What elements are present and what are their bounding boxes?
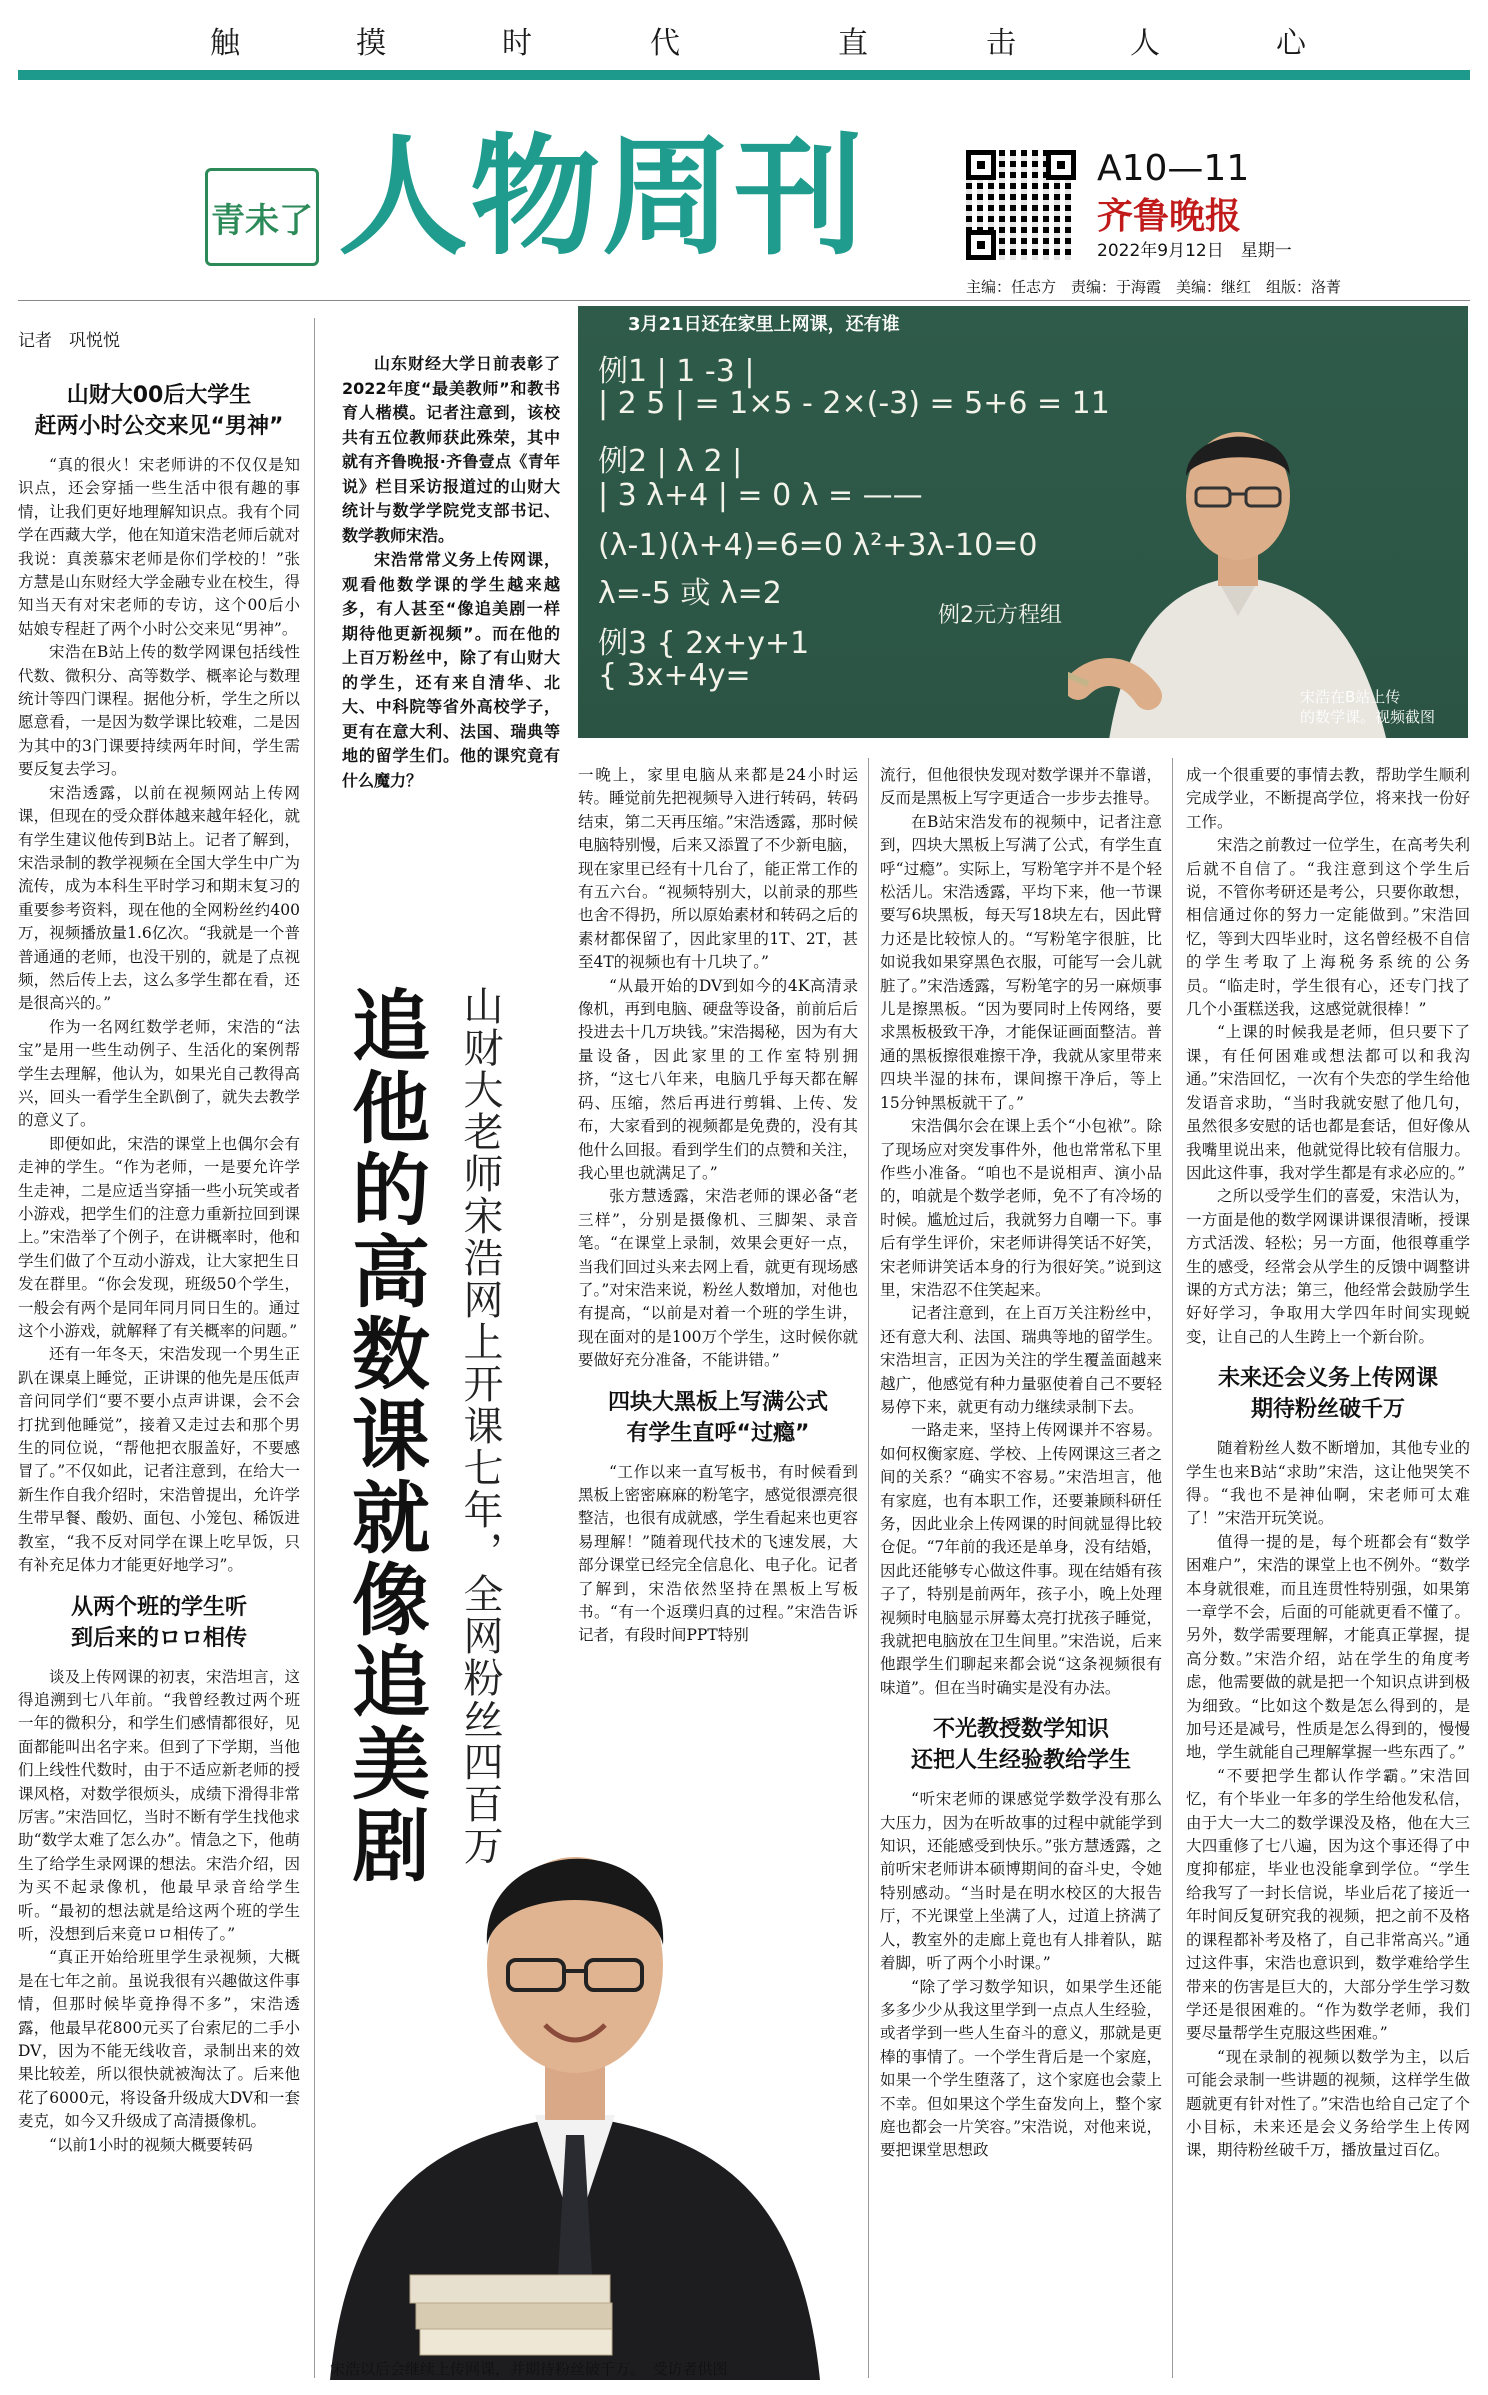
article-column-5	[1186, 764, 1470, 2163]
paragraph: “真正开始给班里学生录视频，大概是在七年之前。虽说我很有兴趣做这件事情，但那时候毕竟挣得不多”，宋浩透露，他最早花800元买了台索尼的二手小DV，因为不能无线收音，录制出来的效果比较差，所以很快就被淘汰了。后来他花了6000元，将设备升级成大DV和一套麦克，如今又升级成了高清摄像机。	[18, 1948, 300, 2131]
board-formula: (λ-1)(λ+4)=6=0 λ²+3λ-10=0	[598, 528, 1038, 563]
paragraph: “听宋老师的课感觉学数学没有那么大压力，因为在听故事的过程中就能学到知识，还能感受到快乐。”张方慧透露，之前听宋老师讲本硕博期间的奋斗史，令她特别感动。“当时是在明水校区的大报告厅，不光课堂上坐满了人，过道上挤满了人，教室外的走廊上竟也有人排着队，踮着脚，听了两个小时课。”	[880, 1790, 1162, 1973]
paragraph: 一晚上，家里电脑从来都是24小时运转。睡觉前先把视频导入进行转码，转码结束，第二天再压缩。”宋浩透露，那时候电脑特别慢，后来又添置了不少新电脑，现在家里已经有十几台了，能正常工作的有五六台。“视频特别大，以前录的那些也舍不得扔，所以原始素材和转码之后的素材都保留了，因此家里的1T、2T，甚至4T的视频也有十几块了。”	[578, 766, 858, 972]
paragraph: 即便如此，宋浩的课堂上也偶尔会有走神的学生。“作为老师，一是要允许学生走神，二是应适当穿插一些小玩笑或者小游戏，把学生们的注意力重新拉回到课上。”宋浩举了个例子，在讲概率时，他和学生们做了个互动小游戏，让大家把生日发在群里。“你会发现，班级50个学生，一般会有两个是同年同月同日生的。通过这个小游戏，就解释了有关概率的问题。”	[18, 1134, 300, 1341]
subheading: 不光教授数学知识 还把人生经验教给学生	[910, 1717, 1131, 1774]
paragraph: “以前1小时的视频大概要转码	[49, 2135, 253, 2154]
paragraph: 宋浩偶尔会在课上丢个“小包袱”。除了现场应对突发事件外，他也常常私下里作些小准备。“咱也不是说相声、演小品的，咱就是个数学老师，免不了有冷场的时候。尴尬过后，我就努力自嘲一下。事后有学生评价，宋老师讲得笑话不好笑，宋老师讲笑话本身的行为很好笑。”说到这里，宋浩忍不住笑起来。	[880, 1117, 1162, 1299]
reporter-byline: 记者 巩悦悦	[18, 331, 120, 351]
subheading: 从两个班的学生听 到后来的ロロ相传	[70, 1594, 247, 1651]
slogan-char: 人	[1130, 26, 1160, 61]
paragraph: 成一个很重要的事情去教，帮助学生顺利完成学业，不断提高学位，将来找一份好工作。	[1186, 766, 1470, 831]
page-number: A10—11	[1097, 148, 1250, 189]
paragraph: 山东财经大学日前表彰了2022年度“最美教师”和教书育人楷模。记者注意到，该校共有五位教师获此殊荣，其中就有齐鲁晚报·齐鲁壹点《青年说》栏目采访报道过的山财大统计与数学学院党支部书记、数学教师宋浩。	[342, 354, 560, 545]
board-formula: λ=-5 或 λ=2	[598, 576, 782, 611]
paragraph: “真的很火！宋老师讲的不仅仅是知识点，还会穿插一些生活中很有趣的事情，让我们更好地理解知识点。我有个同学在西藏大学，他在知道宋浩老师后就对我说：真羡慕宋老师是你们学校的！”张方慧是山东财经大学金融专业在校生，得知当天有对宋老师的专访，这个00后小姑娘专程赶了两个小时公交来见“男神”。	[18, 456, 300, 638]
article-column-1	[18, 380, 300, 2157]
headline: 追他的高数课就像追美剧	[339, 985, 429, 1887]
paragraph: “从最开始的DV到如今的4K高清录像机，再到电脑、硬盘等设备，前前后后投进去十几万块钱。”宋浩揭秘，因为有大量设备，因此家里的工作室特别拥挤，“这七八年来，电脑几乎每天都在解码、压缩，然后再进行剪辑、上传、发布，大家看到的视频都是免费的，没有其他什么回报。看到学生们的点赞和关注，我心里也就满足了。”	[578, 976, 858, 1182]
column-rule	[1172, 758, 1173, 2378]
paragraph: 值得一提的是，每个班都会有“数学困难户”，宋浩的课堂上也不例外。“数学本身就很难，而且连贯性特别强，如果第一章学不会，后面的可能就更看不懂了。另外，数学需要理解，才能真正掌握，提高分数。”宋浩介绍，站在学生的角度考虑，他需要做的就是把一个知识点讲到极为细致。“比如这个数是怎么得到的，是加号还是减号，性质是怎么得到的，慢慢地，学生就能自己理解掌握一些东西了。”	[1186, 1532, 1470, 1762]
editor-credits: 主编：任志方 责编：于海霞 美编：继红 组版：洛菁	[966, 278, 1342, 296]
board-formula: 例1 | 1 -3 |	[598, 354, 755, 389]
portrait-photo	[330, 1715, 820, 2380]
article-intro	[342, 352, 560, 793]
paragraph: 宋浩在B站上传的数学网课包括线性代数、微积分、高等数学、概率论与数理统计等四门课程。据他分析，学生之所以愿意看，一是因为数学课比较难，二是因为其中的3门课要持续两年时间，学生需要反复去学习。	[18, 643, 300, 779]
board-formula: | 2 5 | = 1×5 - 2×(-3) = 5+6 = 11	[598, 386, 1110, 421]
subheading: 山财大00后大学生 赶两小时公交来见“男神”	[34, 383, 284, 439]
paragraph: 记者注意到，在上百万关注粉丝中，还有意大利、法国、瑞典等地的留学生。宋浩坦言，正因为关注的学生覆盖面越来越广，他感觉有种力量驱使着自己不要轻易停下来，就更有动力继续录制下去。	[880, 1304, 1162, 1416]
blackboard-photo	[578, 306, 1468, 738]
column-rule	[314, 318, 315, 2378]
paragraph: 之所以受学生们的喜爱，宋浩认为，一方面是他的数学网课讲课很清晰，授课方式活泼、轻松；另一方面，他很尊重学生的感受，经常会从学生的反馈中调整讲课的方式方法；第三，他经常会鼓励学生好好学习，争取用大学四年时间实现蜕变，让自己的人生跨上一个新台阶。	[1186, 1187, 1470, 1346]
column-rule	[868, 758, 869, 2378]
paragraph: 作为一名网红数学老师，宋浩的“法宝”是用一些生动例子、生活化的案例帮学生去理解，他认为，如果光自己教得高兴，回头一看学生全趴倒了，就失去教学的意义了。	[18, 1017, 300, 1130]
slogan-char: 心	[1276, 26, 1306, 61]
paragraph: 还有一年冬天，宋浩发现一个男生正趴在课桌上睡觉，正讲课的他先是压低声音问同学们“要不要小点声讲课，会不会打扰到他睡觉”，接着又走过去和那个男生的同位说，“帮他把衣服盖好，不要感冒了。”不仅如此，记者注意到，在给大一新生作自我介绍时，宋浩曾提出，允许学生带早餐、酸奶、面包、小笼包、稀饭进教室，“我不反对同学在课上吃早饭，只有补充足体力才能更好地学习”。	[18, 1345, 300, 1575]
photo-caption: 宋浩以后会继续上传网课，并期待粉丝破千万。 受访者供图	[330, 2360, 728, 2378]
paragraph: “上课的时候我是老师，但只要下了课，有任何困难或想法都可以和我沟通。”宋浩回忆，一次有个失恋的学生给他发语音求助，“当时我就安慰了他几句，虽然很多安慰的话也都是套话，但好像从我嘴里说出来，他就觉得比较有信服力。因此这件事，我对学生都是有求必应的。”	[1186, 1023, 1470, 1182]
article-column-3	[578, 764, 858, 1648]
qr-code-icon[interactable]	[966, 150, 1076, 260]
board-formula: 例3 { 2x+y+1	[598, 626, 810, 661]
newspaper-name: 齐鲁晚报	[1097, 195, 1242, 237]
board-formula: { 3x+4y=	[598, 658, 751, 693]
slogan-char: 代	[650, 26, 680, 61]
article-column-4	[880, 764, 1162, 2163]
slogan-char: 直	[838, 26, 868, 61]
paragraph: 流行，但他很快发现对数学课并不靠谱，反而是黑板上写字更适合一步步去推导。	[880, 766, 1162, 808]
sub-headline: 山财大老师宋浩网上开课七年，全网粉丝四百万	[457, 985, 503, 1867]
photo-overlay-text: 3月21日还在家里上网课，还有谁	[628, 314, 900, 335]
paragraph: “除了学习数学知识，如果学生还能多多少少从我这里学到一点点人生经验，或者学到一些人生奋斗的意义，那就是更棒的事情了。一个学生背后是一个家庭，如果一个学生堕落了，这个家庭也会蒙上不幸。但如果这个学生奋发向上，整个家庭也都会一片笑容。”宋浩说，对他来说，要把课堂思想政	[880, 1977, 1162, 2160]
subheading: 未来还会义务上传网课 期待粉丝破千万	[1217, 1366, 1438, 1423]
divider	[18, 300, 1470, 301]
paragraph: 宋浩之前教过一位学生，在高考失利后就不自信了。“我注意到这个学生后说，不管你考研还是考公，只要你敢想，相信通过你的努力一定能做到。”宋浩回忆，等到大四毕业时，这名曾经极不自信的学生考取了上海税务系统的公务员。“临走时，学生很有心，还专门找了几个小蛋糕送我，这感觉就很棒！”	[1186, 836, 1470, 1019]
section-title: 人物周刊	[338, 121, 867, 273]
paragraph: 一路走来，坚持上传网课并不容易。如何权衡家庭、学校、上传网课这三者之间的关系？“确实不容易。”宋浩坦言，他有家庭，也有本职工作，还要兼顾科研任务，因此业余上传网课的时间就显得比较仓促。“7年前的我还是单身，没有结婚，因此还能够专心做这件事。现在结婚有孩子了，特别是前两年，孩子小，晚上处理视频时电脑显示屏蓦太亮打扰孩子睡觉，我就把电脑放在卫生间里。”宋浩说，后来他跟学生们聊起来都会说“这条视频很有味道”。但在当时确实是没有办法。	[880, 1421, 1162, 1697]
top-slogan	[18, 18, 1470, 78]
paragraph: 张方慧透露，宋浩老师的课必备“老三样”，分别是摄像机、三脚架、录音笔。“在课堂上录制，效果会更好一点，当我们回过头来去网上看，就更有现场感了。”对宋浩来说，粉丝人数增加，对他也有提高，“以前是对着一个班的学生讲，现在面对的是100万个学生，这时候你就要做好充分准备，不能讲错。”	[578, 1187, 858, 1370]
board-formula: 例2 | λ 2 |	[598, 444, 743, 479]
slogan-char: 时	[502, 26, 532, 61]
issue-date: 2022年9月12日 星期一	[1097, 241, 1292, 261]
paragraph: 宋浩透露，以前在视频网站上传网课，但现在的受众群体越来越年轻化，就有学生建议他传到B站上。记者了解到，宋浩录制的教学视频在全国大学生中广为流传，成为本科生平时学习和期末复习的重要参考资料，现在他的全网粉丝约400万，视频播放量1.6亿次。“我就是一个普普通通的老师，也没干别的，就是了点视频，然后传上去，这么多学生都在看，还是很高兴的。”	[18, 783, 300, 1013]
paragraph: 随着粉丝人数不断增加，其他专业的学生也来B站“求助”宋浩，这让他哭笑不得。“我也不是神仙啊，宋老师可太难了！”宋浩开玩笑说。	[1186, 1439, 1470, 1528]
slogan-char: 击	[986, 26, 1016, 61]
subheading: 四块大黑板上写满公式 有学生直呼“过瘾”	[607, 1389, 828, 1446]
paragraph: 谈及上传网课的初衷，宋浩坦言，这得追溯到七八年前。“我曾经教过两个班一年的微积分，和学生们感情都很好，见面都能叫出名字来。但到了下学期，当他们上线性代数时，由于不适应新老师的授课风格，对数学很烦头，成绩下滑得非常厉害。”宋浩回忆，当时不断有学生找他求助“数学太难了怎么办”。情急之下，他萌生了给学生录网课的想法。宋浩介绍，因为买不起录像机，他最早录音给学生听。“最初的想法就是给这两个班的学生听，没想到后来竟ロロ相传了。”	[18, 1667, 300, 1943]
paragraph: 在B站宋浩发布的视频中，记者注意到，四块大黑板上写满了公式，有学生直呼“过瘾”。实际上，写粉笔字并不是个轻松活儿。宋浩透露，平均下来，他一节课要写6块黑板，每天写18块左右，因此臂力还是比较惊人的。“写粉笔字很脏，比如说我如果穿黑色衣服，可能写一会儿就脏了。”宋浩透露，写粉笔字的另一麻烦事儿是擦黑板。“因为要同时上传网络，要求黑板极致干净，才能保证画面整洁。普通的黑板擦很难擦干净，我就从家里带来四块半湿的抹布，课间擦干净后，等上15分钟黑板就干了。”	[880, 812, 1162, 1112]
slogan-bar	[18, 70, 1470, 80]
paragraph: “不要把学生都认作学霸。”宋浩回忆，有个毕业一年多的学生给他发私信，由于大一大二的数学课没及格，他在大三大四重修了七八遍，因为这个事还得了中度抑郁症，毕业也没能拿到学位。“学生给我写了一封长信说，毕业后花了接近一年时间反复研究我的视频，把之前不及格的课程都补考及格了，自己非常高兴。”通过这件事，宋浩也意识到，数学难给学生带来的伤害是巨大的，大部分学生学习数学还是很困难的。“作为数学老师，我们要尽量帮学生克服这些困难。”	[1186, 1766, 1470, 2043]
slogan-char: 触	[210, 26, 240, 61]
paragraph: “工作以来一直写板书，有时候看到黑板上密密麻麻的粉笔字，感觉很漂亮很整洁，也很有成就感，学生看起来也更容易理解！”随着现代技术的飞速发展，大部分课堂已经完全信息化、电子化。记者了解到，宋浩依然坚持在黑板上写板书。“有一个返璞归真的过程。”宋浩告诉记者，有段时间PPT特别	[578, 1462, 858, 1645]
board-formula: | 3 λ+4 | = 0 λ = ——	[598, 478, 923, 513]
paragraph: 宋浩常常义务上传网课，观看他数学课的学生越来越多，有人甚至“像追美剧一样期待他更新视频”。而在他的上百万粉丝中，除了有山财大的学生，还有来自清华、北大、中科院等省外高校学子，更有在意大利、法国、瑞典等地的留学生们。他的课究竟有什么魔力？	[342, 550, 560, 790]
slogan-char: 摸	[356, 26, 386, 61]
teacher-figure	[1068, 366, 1408, 738]
paragraph: “现在录制的视频以数学为主，以后可能会录制一些讲题的视频，这样学生做题就更有针对性了。”宋浩也给自己定了个小目标，未来还是会义务给学生上传网课，期待粉丝破千万，播放量过百亿。	[1186, 2047, 1470, 2160]
board-formula: 例2元方程组	[938, 603, 1062, 628]
photo-caption: 宋浩在B站上传 的数学课。视频截图	[1300, 688, 1436, 726]
section-logo: 青未了	[205, 168, 319, 266]
